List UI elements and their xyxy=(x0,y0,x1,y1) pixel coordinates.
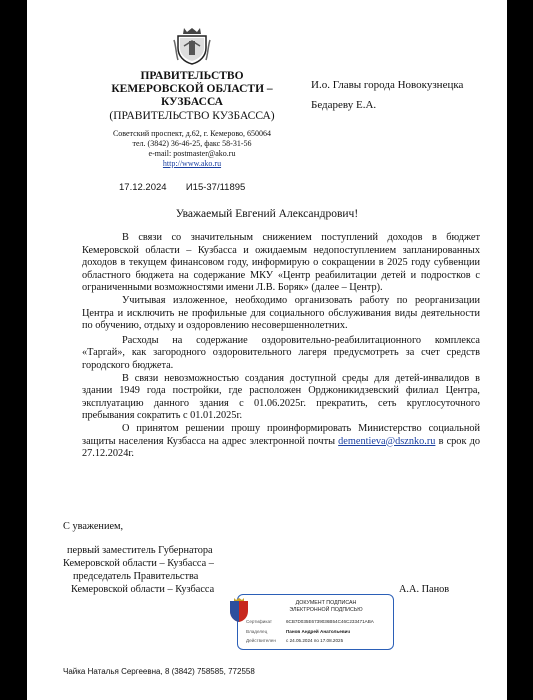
salutation: Уважаемый Евгений Александрович! xyxy=(175,208,359,220)
stamp-cert-row xyxy=(246,619,374,624)
registration-line xyxy=(119,182,245,193)
executor-footer: Чайка Наталья Сергеевна, 8 (3842) 758585, 772558 xyxy=(63,667,255,676)
email-text: e-mail: postmaster@ako.ru xyxy=(148,149,236,158)
letter-body xyxy=(82,232,480,461)
signer-title-2: Кемеровской области – Кузбасса – xyxy=(63,558,214,569)
paragraph-5 xyxy=(82,423,480,461)
stamp-title-line-2: ЭЛЕКТРОННОЙ ПОДПИСЬЮ xyxy=(289,606,363,613)
paragraph-5-text: О принятом решении прошу проинформировать Министерство социальной защиты населения Кузбасса на адрес электронной почты xyxy=(82,422,480,447)
header-line-3: КУЗБАССА xyxy=(161,96,223,108)
contact-block xyxy=(87,129,297,169)
addressee-line-1: И.о. Главы города Новокузнецка xyxy=(311,79,464,91)
paragraph-3: Расходы на содержание оздоровительно-реабилитационного комплекса «Таргай», как загородного оздоровительного лагеря предусмотреть за счет средств городского бюджета. xyxy=(82,334,480,371)
stamp-owner-row xyxy=(246,629,350,634)
paragraph-1: В связи со значительным снижением поступлений доходов в бюджет Кемеровской области – Кузбасса и ожидаемым недопоступлением запланированных доходов в текущем финансовом году, информирую о сокращении в 2025 году субвенции областного бюджета на содержание МКУ «Центр реабилитации детей и подростков с ограниченными возможностями имени Л.В. Боряк» (далее – Центр). xyxy=(82,232,480,294)
signer-name: А.А. Панов xyxy=(399,584,450,595)
stamp-valid-label: Действителен xyxy=(246,638,276,643)
reg-date: 17.12.2024 xyxy=(119,182,167,193)
website-link[interactable]: http://www.ako.ru xyxy=(162,159,222,168)
stamp-cert-label: Сертификат xyxy=(246,619,273,624)
addressee-line-2: Бедареву Е.А. xyxy=(311,99,377,111)
stamp-title-line-1: ДОКУМЕНТ ПОДПИСАН xyxy=(295,600,357,606)
stamp-cert-value: 6CB7D035E6739036B54C46C233471ABA xyxy=(286,619,374,624)
signer-title-3: председатель Правительства xyxy=(73,571,199,582)
signer-title-1: первый заместитель Губернатора xyxy=(67,545,213,556)
electronic-signature-stamp xyxy=(237,594,394,650)
right-black-border xyxy=(507,0,533,700)
stamp-valid-value: с 24.05.2024 по 17.08.2025 xyxy=(286,638,344,643)
address-text: Советский проспект, д.62, г. Кемерово, 650064 xyxy=(112,129,272,138)
header-line-2: КЕМЕРОВСКОЙ ОБЛАСТИ – xyxy=(111,83,273,95)
stamp-valid-row xyxy=(246,638,343,643)
signer-title-4: Кемеровской области – Кузбасса xyxy=(71,584,215,595)
letter-page xyxy=(27,0,507,700)
phone-text: тел. (3842) 36-46-25, факс 58-31-56 xyxy=(132,139,252,148)
sender-header xyxy=(87,70,297,169)
paragraph-2: Учитывая изложенное, необходимо организовать работу по реорганизации Центра и исключить не профильные для социального обслуживания виды деятельности по обучению, отдыху и оздоровлению несовершеннолетних. xyxy=(82,294,480,332)
stamp-title xyxy=(262,600,390,613)
stamp-owner-value: Панов Андрей Анатольевич xyxy=(286,629,351,634)
header-line-4: (ПРАВИТЕЛЬСТВО КУЗБАССА) xyxy=(109,110,275,122)
regards-text: С уважением, xyxy=(63,521,124,532)
paragraph-4: В связи невозможностью создания доступной среды для детей-инвалидов в здании 1949 года постройки, где расположен Орджоникидзевский филиал Центра, эксплуатацию данного здания с 01.06.2025г. прекратить, сеть круглосуточного пребывания сократить с 01.01.2025г. xyxy=(82,372,480,422)
stamp-owner-label: Владелец xyxy=(246,629,268,634)
reg-number: И15-37/11895 xyxy=(185,182,246,193)
ministry-email-link[interactable]: dementieva@dsznko.ru xyxy=(338,435,436,447)
header-line-1: ПРАВИТЕЛЬСТВО xyxy=(140,70,244,82)
coat-of-arms-icon xyxy=(172,26,212,66)
paragraph-5-deadline: в срок до 27.12.2024г. xyxy=(82,435,480,460)
